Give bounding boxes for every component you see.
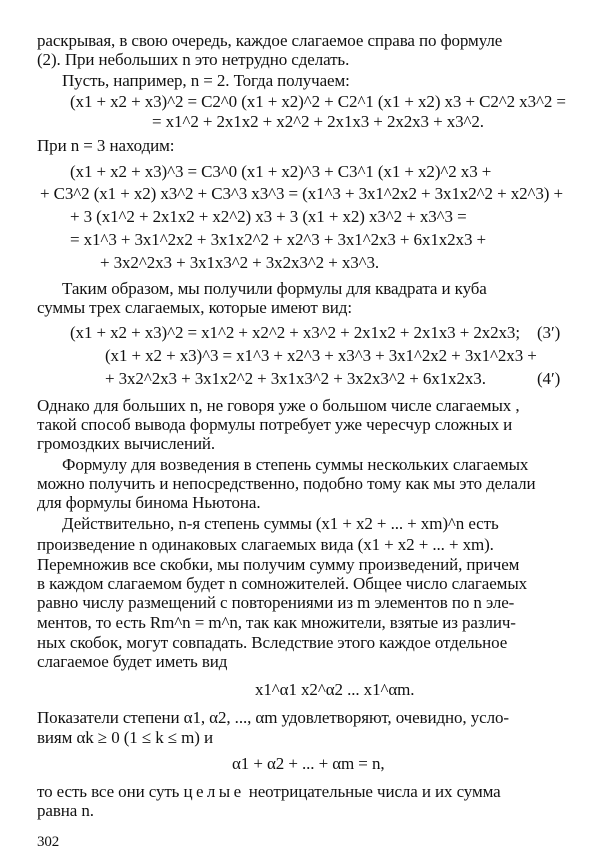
text-line: При n = 3 находим: [37,136,175,155]
formula-line: (x1 + x2 + x3)^2 = x1^2 + x2^2 + x3^2 + 2x1x2 + 2x1x3 + 2x2x3; [70,323,520,342]
text-line: виям αk ≥ 0 (1 ≤ k ≤ m) и [37,728,213,747]
text-line: раскрывая, в свою очередь, каждое слагаемое справа по формуле [37,31,503,50]
formula-line: + C3^2 (x1 + x2) x3^2 + C3^3 x3^3 = (x1^3 + 3x1^2x2 + 3x1x2^2 + x2^3) + [40,184,563,203]
text-line: Формулу для возведения в степень суммы нескольких слагаемых [62,455,529,474]
text-line: слагаемое будет иметь вид [37,652,228,671]
formula-line: x1^α1 x2^α2 ... x1^αm. [255,680,415,699]
text-line: Действительно, n-я степень суммы (x1 + x2 + ... + xm)^n есть [62,514,499,533]
text-line: суммы трех слагаемых, которые имеют вид: [37,298,352,317]
text-line: то есть все они суть целые неотрицательные числа и их сумма [37,782,501,801]
text-line: громоздких вычислений. [37,434,216,453]
text-line: Однако для больших n, не говоря уже о большом числе слагаемых , [37,396,520,415]
text-line: можно получить и непосредственно, подобно тому как мы это делали [37,474,536,493]
text-line: равно числу размещений с повторениями из m элементов по n эле- [37,593,515,612]
text-line: Показатели степени α1, α2, ..., αm удовлетворяют, очевидно, усло- [37,708,509,727]
text-line: (2). При небольших n это нетрудно сделать. [37,50,350,69]
formula-line: (x1 + x2 + x3)^3 = C3^0 (x1 + x2)^3 + C3^1 (x1 + x2)^2 x3 + [70,162,492,181]
text-line: Таким образом, мы получили формулы для квадрата и куба [62,279,487,298]
formula-line: (x1 + x2 + x3)^2 = C2^0 (x1 + x2)^2 + C2^1 (x1 + x2) x3 + C2^2 x3^2 = [70,92,566,111]
page-number: 302 [37,834,60,850]
text-line: произведение n одинаковых слагаемых вида (x1 + x2 + ... + xm). [37,535,494,554]
equation-number: (4′) [537,369,561,388]
text-line: для формулы бинома Ньютона. [37,493,261,512]
formula-line: (x1 + x2 + x3)^3 = x1^3 + x2^3 + x3^3 + 3x1^2x2 + 3x1^2x3 + [105,346,537,365]
text-line: Пусть, например, n = 2. Тогда получаем: [62,71,350,90]
equation-number: (3′) [537,323,561,342]
text-line: в каждом слагаемом будет n сомножителей. Общее число слагаемых [37,574,528,593]
formula-line: + 3 (x1^2 + 2x1x2 + x2^2) x3 + 3 (x1 + x2) x3^2 + x3^3 = [70,207,467,226]
text-line: Перемножив все скобки, мы получим сумму произведений, причем [37,555,520,574]
text-line: ных скобок, могут совпадать. Вследствие этого каждое отдельное [37,633,508,652]
formula-line: α1 + α2 + ... + αm = n, [232,754,385,773]
formula-line: = x1^3 + 3x1^2x2 + 3x1x2^2 + x2^3 + 3x1^2x3 + 6x1x2x3 + [70,230,486,249]
text-line: равна n. [37,801,94,820]
formula-line: + 3x2^2x3 + 3x1x2^2 + 3x1x3^2 + 3x2x3^2 + 6x1x2x3. [105,369,486,388]
text-line: ментов, то есть Rm^n = m^n, так как множители, взятые из различ- [37,613,516,632]
text-line: такой способ вывода формулы потребует уже чересчур сложных и [37,415,513,434]
formula-line: = x1^2 + 2x1x2 + x2^2 + 2x1x3 + 2x2x3 + x3^2. [152,112,484,131]
formula-line: + 3x2^2x3 + 3x1x3^2 + 3x2x3^2 + x3^3. [100,253,380,272]
